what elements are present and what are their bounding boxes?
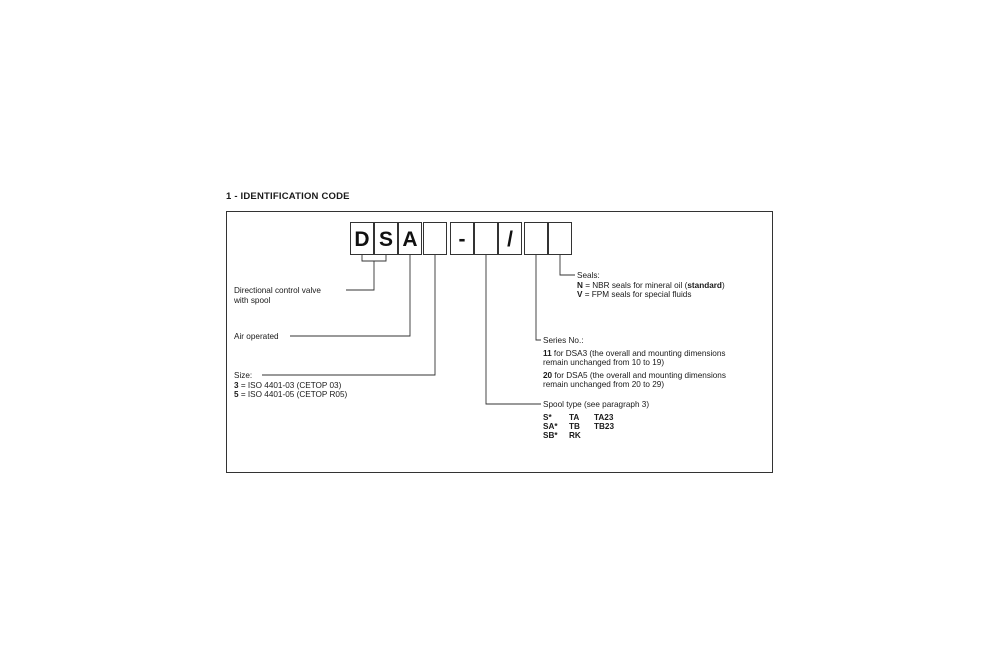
series-leader bbox=[536, 255, 541, 340]
spool-type-sa: SA* bbox=[543, 422, 558, 431]
valve-leader bbox=[346, 261, 374, 290]
size-code-3: 3 bbox=[234, 380, 239, 390]
size-leader bbox=[262, 255, 435, 375]
seals-close: ) bbox=[721, 280, 725, 290]
size-heading: Size: bbox=[234, 371, 253, 380]
code-box-2: S bbox=[374, 222, 398, 255]
size-code-5: 5 bbox=[234, 390, 239, 400]
spool-type-ta23: TA23 bbox=[594, 412, 614, 422]
code-box-1: D bbox=[350, 222, 374, 255]
seals-text-n: = NBR seals for mineral oil ( bbox=[582, 280, 688, 290]
air-description: Air operated bbox=[234, 332, 279, 341]
valve-description bbox=[234, 286, 321, 305]
spool-leader bbox=[486, 255, 541, 404]
seals-code-n: N bbox=[577, 280, 583, 290]
spool-type-tb23: TB23 bbox=[594, 422, 615, 431]
size-text-3: = ISO 4401-03 (CETOP 03) bbox=[238, 380, 342, 390]
seals-option-v bbox=[577, 290, 725, 300]
spool-description bbox=[543, 400, 649, 441]
series-heading: Series No.: bbox=[543, 336, 584, 345]
valve-line2: with spool bbox=[234, 295, 271, 305]
seals-option-n bbox=[577, 281, 725, 291]
seals-heading: Seals: bbox=[577, 271, 600, 280]
spool-type-empty bbox=[594, 431, 620, 440]
seals-leader bbox=[560, 255, 575, 275]
code-box-5: - bbox=[450, 222, 474, 255]
series-20-text: for DSA5 (the overall and mounting dimensions bbox=[552, 370, 726, 380]
series-code-11: 11 bbox=[543, 348, 552, 358]
code-box-3: A bbox=[398, 222, 422, 255]
spool-type-tb: TB bbox=[569, 422, 580, 431]
section-title: 1 - IDENTIFICATION CODE bbox=[226, 191, 350, 202]
spool-type-s: S* bbox=[543, 412, 552, 422]
seals-standard: standard bbox=[687, 280, 722, 290]
spool-types bbox=[543, 413, 649, 441]
seals-code-v: V bbox=[577, 290, 583, 300]
series-11-line1 bbox=[543, 349, 726, 359]
code-box-7: / bbox=[498, 222, 522, 255]
series-code-20: 20 bbox=[543, 370, 553, 380]
seals-text-v: = FPM seals for special fluids bbox=[582, 290, 692, 300]
spool-heading: Spool type (see paragraph 3) bbox=[543, 400, 650, 409]
spool-type-ta: TA bbox=[569, 412, 580, 422]
spool-type-rk: RK bbox=[569, 431, 581, 441]
size-text-5: = ISO 4401-05 (CETOP R05) bbox=[238, 390, 348, 400]
spool-type-sb: SB* bbox=[543, 431, 558, 441]
series-11-line2: remain unchanged from 10 to 19) bbox=[543, 358, 665, 368]
size-option-5 bbox=[234, 390, 347, 400]
series-20-line1 bbox=[543, 371, 726, 381]
size-option-3 bbox=[234, 381, 347, 391]
size-description bbox=[234, 371, 347, 400]
series-description bbox=[543, 336, 726, 390]
valve-bracket bbox=[362, 255, 386, 261]
series-11-text: for DSA3 (the overall and mounting dimensions bbox=[551, 348, 726, 358]
series-20-line2: remain unchanged from 20 to 29) bbox=[543, 380, 665, 390]
seals-description bbox=[577, 271, 725, 300]
valve-line1: Directional control valve bbox=[234, 286, 321, 295]
